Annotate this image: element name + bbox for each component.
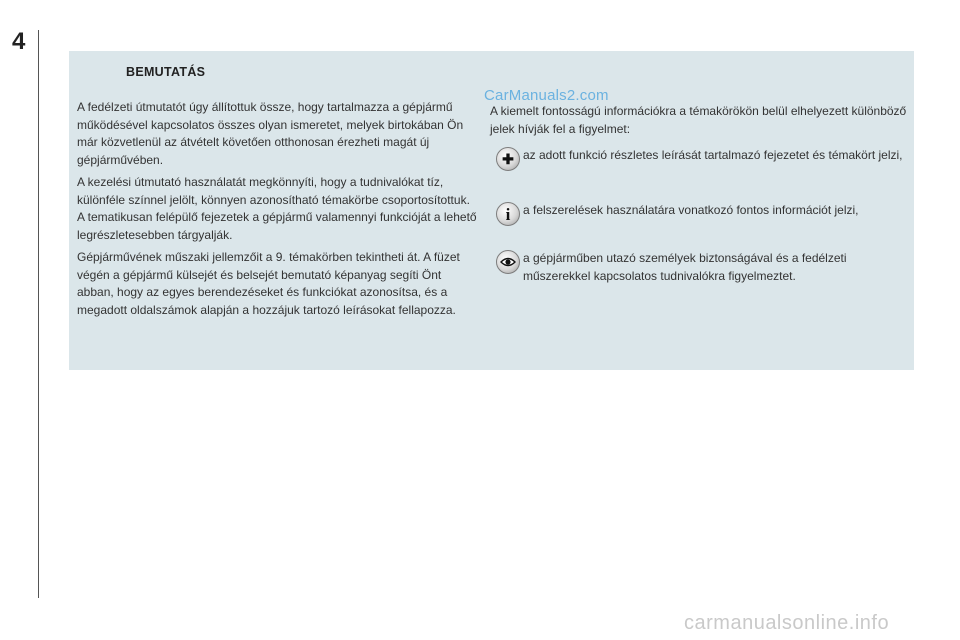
paragraph-technical: Gépjárművének műszaki jellemzőit a 9. témakörben tekintheti át. A füzet végén a gépjármű külsejét és belsejét bemutató képanyag segíti Önt abban, hogy az egyes berendezéseket és funkciókat azonosítsa, és a megadott oldalszámok alapján a hozzájuk tartozó leírásokat fellapozza. [77, 250, 460, 317]
left-column [77, 99, 477, 324]
paragraph-intro: A fedélzeti útmutatót úgy állítottuk össze, hogy tartalmazza a gépjármű működésével kapcsolatos összes olyan ismeretet, melyek birtokában Ön már közvetlenül az átvételt követően otthonosan érezheti magát új gépjárművében. [77, 100, 464, 167]
note-plus-text: az adott funkció részletes leírását tartalmazó fejezetet és témakört jelzi, [523, 148, 903, 162]
section-title: BEMUTATÁS [126, 65, 206, 79]
watermark-carmanualsonline: carmanualsonline.info [684, 612, 890, 634]
plus-icon: ✚ [496, 147, 520, 171]
eye-warning-icon [496, 250, 520, 274]
page-number: 4 [12, 28, 26, 55]
note-eye-text: a gépjárműben utazó személyek biztonságával és a fedélzeti műszerekkel kapcsolatos tudnivalókra figyelmeztet. [523, 251, 847, 283]
note-info-text: a felszerelések használatára vonatkozó fontos információt jelzi, [523, 203, 859, 217]
watermark-carmanuals2: CarManuals2.com [484, 87, 609, 104]
info-icon: i [496, 202, 520, 226]
page-edge-line [38, 30, 39, 598]
symbols-intro: A kiemelt fontosságú információkra a témakörökön belül elhelyezett különböző jelek hívják fel a figyelmet: [490, 104, 907, 136]
paragraph-chapters: A kezelési útmutató használatát megkönnyíti, hogy a tudnivalókat tíz, különféle színnel jelölt, könnyen azonosítható témakörbe csoportosítottuk. A tematikusan felépülő fejezetek a gépjármű valamennyi funkcióját a lehető legrészletesebben tárgyalják. [77, 175, 477, 242]
